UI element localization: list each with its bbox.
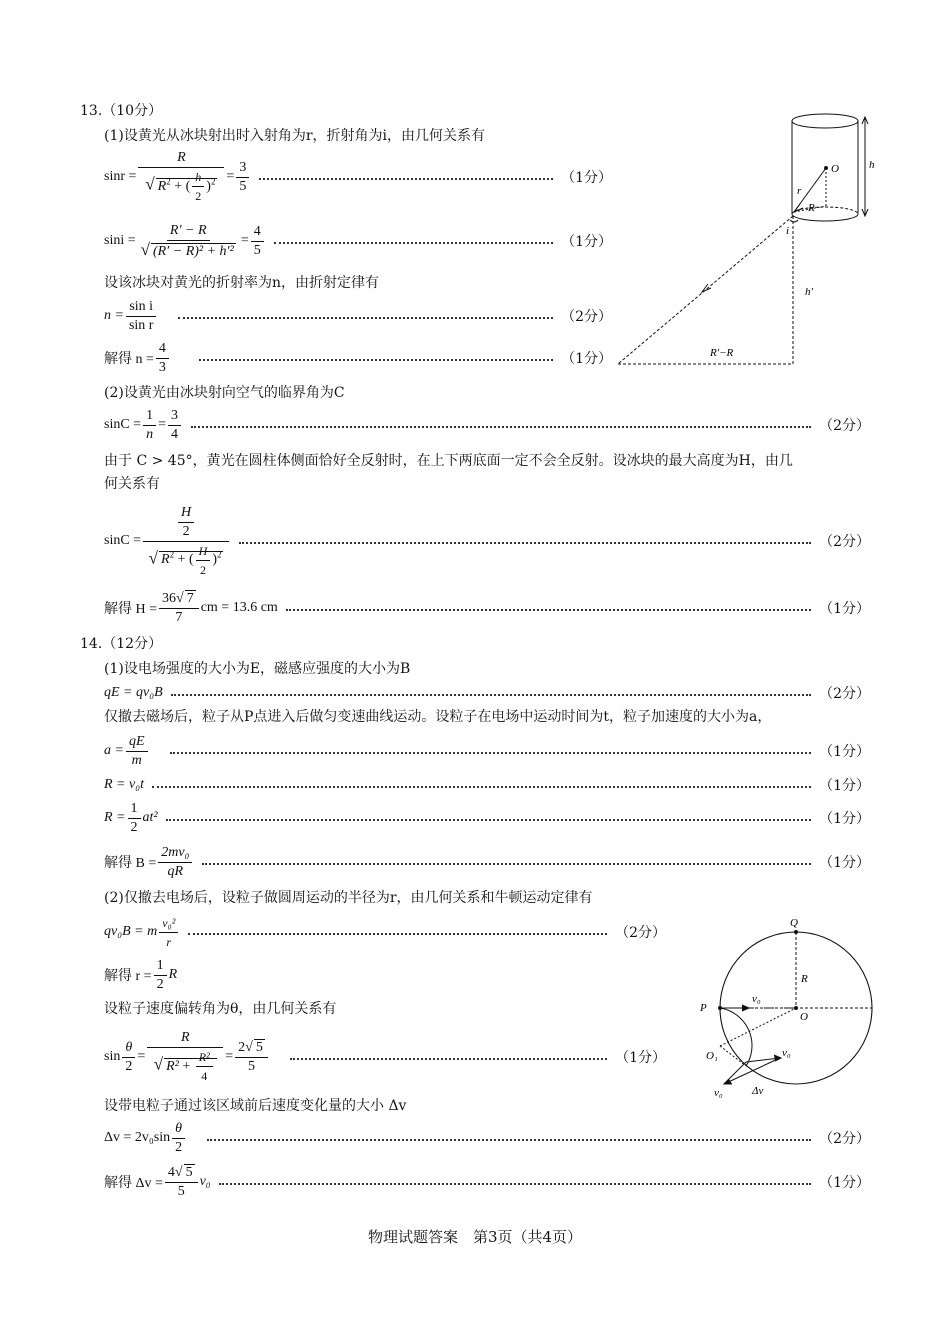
q13-part2-text2: 何关系有 xyxy=(104,476,160,492)
q13-part2-intro: (2)设黄光由冰块射向空气的临界角为C xyxy=(104,385,345,401)
q14-theta-intro: 设粒子速度偏转角为θ，由几何关系有 xyxy=(104,1001,337,1017)
q14-part2-intro: (2)仅撤去电场后，设粒子做圆周运动的半径为r，由几何关系和牛顿运动定律有 xyxy=(104,890,593,906)
q14-eq-dv2: 解得 Δv = $\frac{4√ 5}{5}$ v₀ （1分） xyxy=(104,1164,870,1199)
q13-eq-sini: sini = $\frac{R' - R}{\text{√ (R′ − R)² + h′²}}$ = $\frac{4}{5}$ （1分） xyxy=(104,222,612,259)
svg-text:Q: Q xyxy=(790,917,798,929)
q14-eq-dv: Δv = 2v₀sin $\frac{\theta}{2}$ （2分） xyxy=(104,1120,870,1155)
q14-eq-B: 解得 B = $\frac{\text{2mv₀}}{qR}$ （1分） xyxy=(104,844,870,879)
q13-eq-n: n = $\frac{\text{sin i}}{\text{sin r}}$ （2分） xyxy=(104,298,612,333)
q14-eq-R1: R = v₀t （1分） xyxy=(104,777,870,794)
circle-motion-diagram xyxy=(690,912,890,1102)
q14-eq-r: 解得 r = $\frac{1}{2}$ R xyxy=(104,957,178,992)
q13-sinr-score: （1分） xyxy=(561,170,612,186)
cylinder-refraction-diagram xyxy=(610,108,880,370)
q13-eq-sinr: sinr = R √ $R^2$ + ( $\frac{h}{2}$ )$^2$ = $\frac{3}{5}$ （1分） xyxy=(104,150,612,203)
q13-eq-H: 解得 H = $\frac{36√ 7}{7}$ cm = 13.6 cm （1分） xyxy=(104,590,870,625)
svg-text:v₀: v₀ xyxy=(782,1047,791,1059)
q14-header: 14.（12分） xyxy=(80,636,163,652)
q14-eq1: qE = qv₀B （2分） xyxy=(104,685,870,702)
q14-part1-text: 仅撤去磁场后，粒子从P点进入后做匀变速曲线运动。设粒子在电场中运动时间为t，粒子加速度的大小为a， xyxy=(104,709,772,725)
q13-eq-sinC: sinC = $\frac{1}{n}$ = $\frac{3}{4}$ （2分） xyxy=(104,407,870,442)
q13-part1-intro: (1)设黄光从冰块射出时入射角为r，折射角为i，由几何关系有 xyxy=(104,128,485,144)
q13-eq-sinC2: sinC = $\frac{H}{2}$ √ $R^2$ + ( $\frac{H}{2}$ )$^2$ （2分） xyxy=(104,504,870,577)
q13-eq-nval: 解得 n = $\frac{4}{3}$ （1分） xyxy=(104,340,612,375)
svg-text:h′: h′ xyxy=(805,286,813,298)
svg-text:O: O xyxy=(800,1011,808,1023)
q14-eq-a: a = $\frac{qE}{m}$ （1分） xyxy=(104,733,870,768)
q14-eq-qvB: qv₀B = m $\frac{\text{v₀²}}{r}$ （2分） xyxy=(104,915,666,949)
q14-eq-theta: sin $\frac{\theta}{2}$ = R √ R² + $\frac{\text{R²}}{4}$ = $\frac{2√ 5}{5}$ （1分） xyxy=(104,1030,666,1083)
svg-text:R: R xyxy=(808,202,815,214)
svg-text:v₀: v₀ xyxy=(714,1087,723,1099)
svg-text:R: R xyxy=(801,973,808,985)
svg-text:i: i xyxy=(786,225,790,237)
page-footer: 物理试题答案 第3页（共4页） xyxy=(367,1228,583,1246)
svg-text:O₁: O₁ xyxy=(706,1050,718,1062)
svg-text:R′−R: R′−R xyxy=(710,347,734,359)
q14-dv-intro: 设带电粒子通过该区域前后速度变化量的大小 Δv xyxy=(104,1098,407,1114)
svg-text:Δv: Δv xyxy=(752,1085,764,1097)
q13-part2-text1: 由于 C > 45°，黄光在圆柱体侧面恰好全反射时，在上下两底面一定不会全反射。设冰块的最大高度为H，由几 xyxy=(104,453,793,469)
q14-part1-intro: (1)设电场强度的大小为E，磁感应强度的大小为B xyxy=(104,661,411,677)
h-label: h xyxy=(869,159,875,171)
svg-text:P: P xyxy=(700,1002,707,1014)
svg-text:r: r xyxy=(797,185,802,197)
q14-eq-R2: R = $\frac{1}{2}$ at² （1分） xyxy=(104,800,870,835)
svg-text:O: O xyxy=(831,163,839,175)
svg-text:v₀: v₀ xyxy=(752,993,761,1005)
q13-header: 13.（10分） xyxy=(80,103,163,119)
q13-refractive-intro: 设该冰块对黄光的折射率为n，由折射定律有 xyxy=(104,275,380,291)
